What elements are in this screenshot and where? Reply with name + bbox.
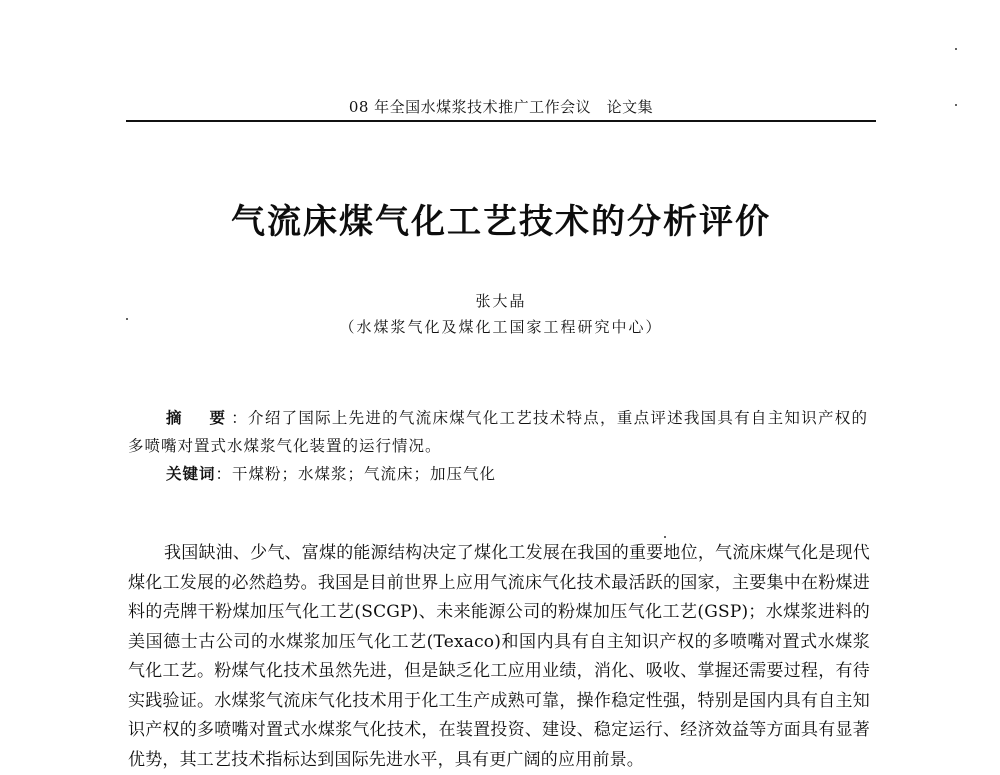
- abstract-text: ：介绍了国际上先进的气流床煤气化工艺技术特点，重点评述我国具有自主知识产权的多喷嘴对置式水煤浆气化装置的运行情况。: [128, 409, 868, 455]
- header-rule: [126, 120, 876, 122]
- keywords: [166, 462, 866, 484]
- keywords-text: ：干煤粉；水煤浆；气流床；加压气化: [215, 465, 497, 483]
- abstract: [128, 404, 868, 460]
- abstract-label: 摘 要: [166, 408, 232, 427]
- scan-speck: [955, 104, 957, 106]
- scan-speck: [126, 318, 128, 320]
- keywords-label: 关键词: [166, 464, 216, 483]
- author-affiliation: （水煤浆气化及煤化工国家工程研究中心）: [339, 318, 663, 336]
- paper-title: 气流床煤气化工艺技术的分析评价: [231, 202, 771, 242]
- body-paragraph: [128, 539, 870, 775]
- running-header: 08 年全国水煤浆技术推广工作会议 论文集: [348, 98, 654, 116]
- scan-speck: [955, 48, 957, 50]
- scan-speck: [664, 536, 666, 538]
- author-name: 张大晶: [475, 292, 527, 310]
- body-paragraph-text: 我国缺油、少气、富煤的能源结构决定了煤化工发展在我国的重要地位，气流床煤气化是现代煤化工发展的必然趋势。我国是目前世界上应用气流床气化技术最活跃的国家，主要集中在粉煤进料的壳牌干粉煤加压气化工艺(SCGP)、未来能源公司的粉煤加压气化工艺(GSP)；水煤浆进料的美国德士古公司的水煤浆加压气化工艺(Texaco)和国内具有自主知识产权的多喷嘴对置式水煤浆气化工艺。粉煤气化技术虽然先进，但是缺乏化工应用业绩，消化、吸收、掌握还需要过程，有待实践验证。水煤浆气流床气化技术用于化工生产成熟可靠，操作稳定性强，特别是国内具有自主知识产权的多喷嘴对置式水煤浆气化技术，在装置投资、建设、稳定运行、经济效益等方面具有显著优势，其工艺技术指标达到国际先进水平，具有更广阔的应用前景。: [128, 543, 870, 770]
